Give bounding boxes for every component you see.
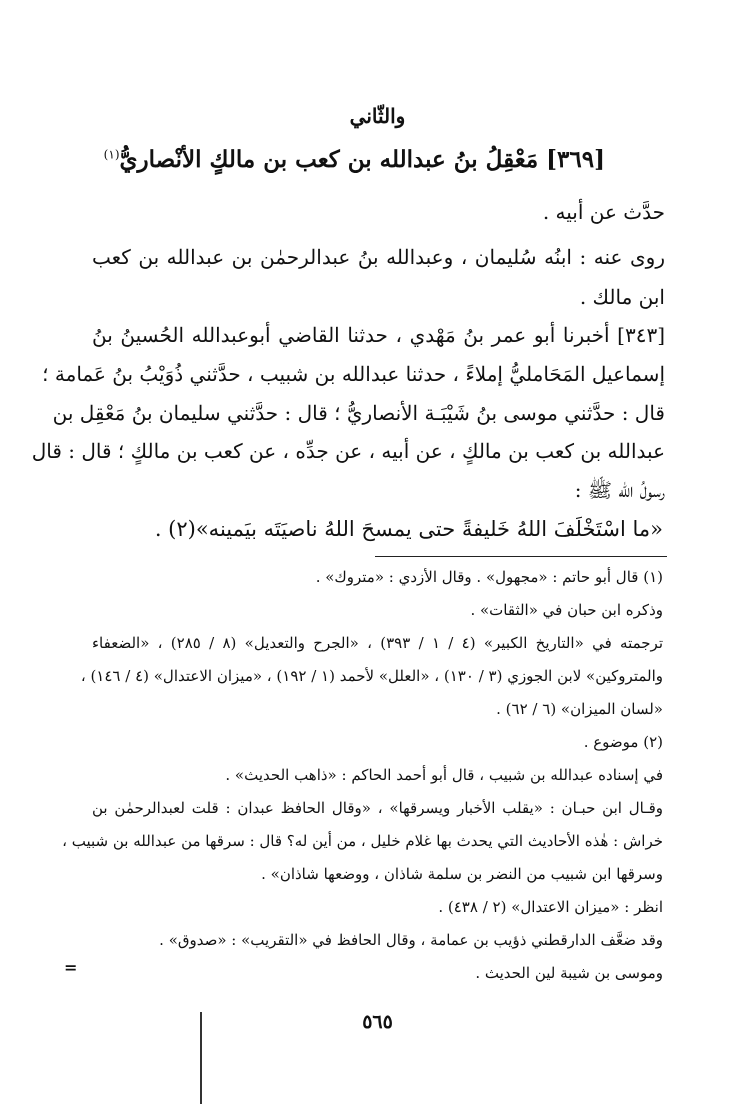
hadith-isnad-line-4: عبدالله بن كعب بن مالكٍ ، عن أبيه ، عن جدِّه ، عن كعب بن مالكٍ ؛ قال : قال [31,439,665,463]
page-number: ٥٦٥ [362,1011,393,1033]
footnote-line: ترجمته في «التاريخ الكبير» (٤ / ١ / ٣٩٣) ، «الجرح والتعديل» (٨ / ٢٨٥) ، «الضعفاء [92,634,663,652]
binding-edge-line [200,1012,202,1104]
body-line-3: ابن مالك . [579,285,665,309]
body-line-2: روى عنه : ابنُه سُليمان ، وعبدالله بنُ عبدالرحمٰن بن عبدالله بن كعب [92,245,665,269]
footnote-line: (١) قال أبو حاتم : «مجهول» . وقال الأزدي : «متروك» . [315,568,663,586]
hadith-isnad-line-2: إسماعيل المَحَامليُّ إملاءً ، حدثنا عبدالله بن شبيب ، حدَّثني ذُوَيْبُ بنُ عَمامة ؛ [42,362,665,386]
entry-title [85,146,605,173]
hadith-isnad-line-1: [٣٤٣] أخبرنا أبو عمر بنُ مَهْدي ، حدثنا القاضي أبوعبدالله الحُسينُ بنُ [92,323,665,347]
section-heading: والثّاني [349,104,406,128]
hadith-isnad-line-3: قال : حدَّثني موسى بنُ شَيْبَـة الأنصاريُّ ؛ قال : حدَّثني سليمان بنُ مَعْقِل بن [52,401,665,425]
footnote-line: وقـال ابن حبـان : «يقلب الأخبار ويسرقها» ، «وقال الحافظ عبدان : قلت لعبدالرحمٰن بن [92,799,663,817]
footnote-line: انظر : «ميزان الاعتدال» (٢ / ٤٣٨) . [438,898,663,916]
footnote-line: والمتروكين» لابن الجوزي (٣ / ١٣٠) ، «العلل» لأحمد (١ / ١٩٢) ، «ميزان الاعتدال» (٤ / ١٤٦) ، [80,667,663,685]
hadith-isnad-line-5: رسولُ الله ﷺ : [574,478,665,502]
footnote-separator [375,556,667,557]
footnote-line: «لسان الميزان» (٦ / ٦٢) . [496,700,663,718]
footnote-line: خراش : هٰذه الأحاديث التي يحدث بها غلام خليل ، من أين له؟ قال : سرقها من عبدالله بن شبيب ، [62,832,663,850]
footnote-line: وقد ضعَّف الدارقطني ذؤيب بن عمامة ، وقال الحافظ في «التقريب» : «صدوق» . [159,931,663,949]
footnote-line: وسرقها ابن شبيب من النضر بن سلمة شاذان ، ووضعها شاذان» . [261,865,663,883]
footnote-line: وذكره ابن حبان في «الثقات» . [470,601,663,619]
footnote-line: وموسى بن شيبة لين الحديث . [475,964,663,982]
footnote-line: في إسناده عبدالله بن شبيب ، قال أبو أحمد الحاكم : «ذاهب الحديث» . [225,766,663,784]
margin-mark: = [64,958,78,977]
body-line-1: حدَّث عن أبيه . [542,200,665,224]
entry-title-text: [٣٦٩] مَعْقِلُ بنُ عبدالله بن كعب بن مالكٍ الأنْصاريُّ [119,146,605,173]
footnote-line: (٢) موضوع . [583,733,663,751]
footnote-ref-1: (١) [103,147,120,162]
hadith-text: «ما اسْتَخْلَفَ اللهُ خَليفةً حتى يمسحَ اللهُ ناصيَتَه بيَمينه»(٢) . [154,517,663,541]
